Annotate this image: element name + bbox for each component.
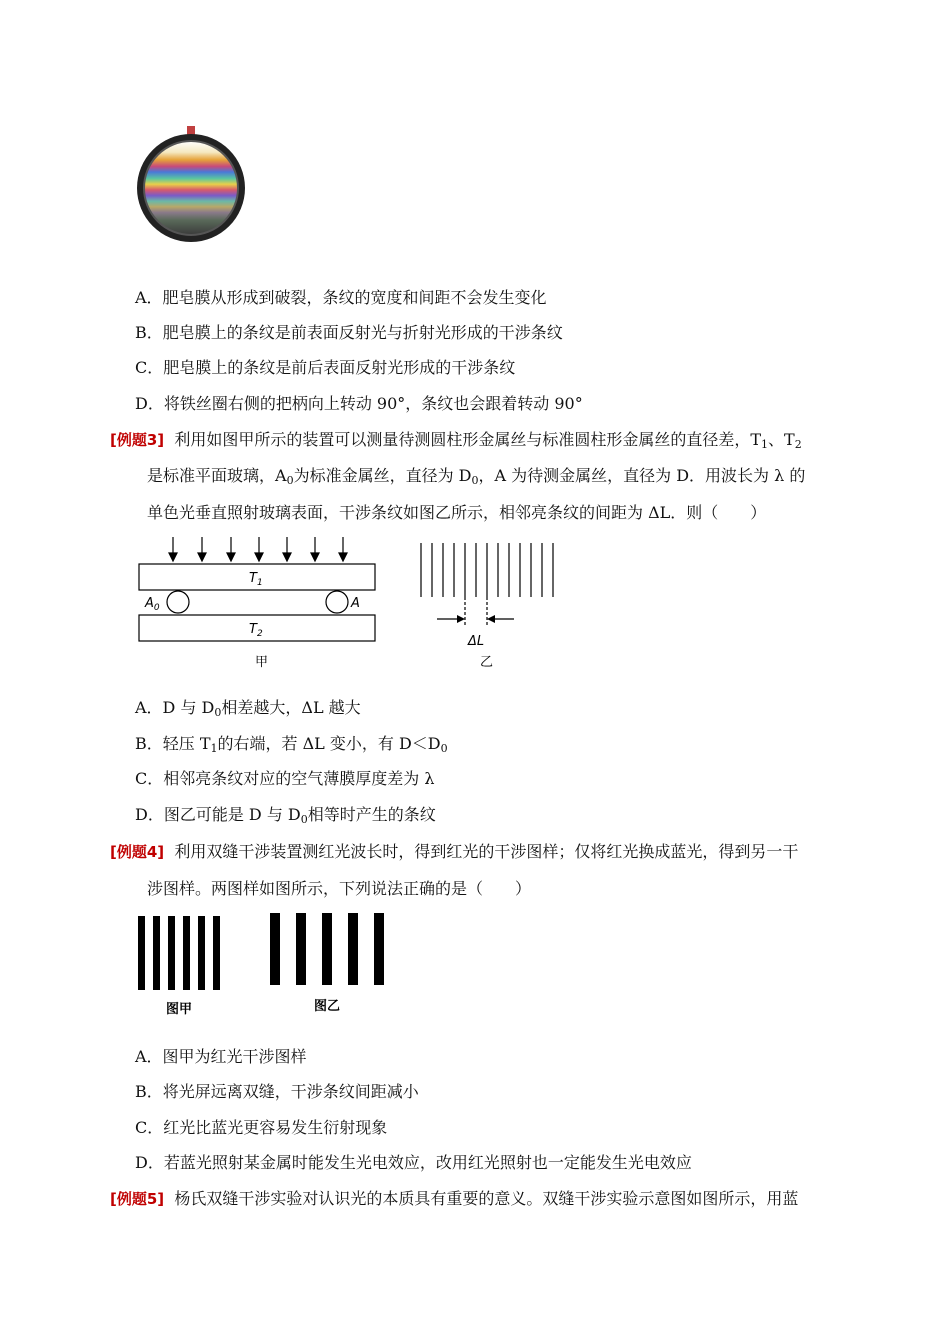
q4-stem-line1: [例题4] 利用双缝干涉装置测红光波长时，得到红光的干涉图样；仅将红光换成蓝光，得到另一干 bbox=[110, 842, 799, 861]
q3-figure-jia bbox=[135, 535, 385, 673]
q5-stem-line1: [例题5] 杨氏双缝干涉实验对认识光的本质具有重要的意义。双缝干涉实验示意图如图所示，用蓝 bbox=[110, 1189, 799, 1208]
q4-option-c: C．红光比蓝光更容易发生衍射现象 bbox=[135, 1118, 388, 1137]
q3-stem-line2: 是标准平面玻璃，$A_0$为标准金属丝，直径为 $D_0$，A 为待测金属丝，直径为 D．用波长为 λ 的 bbox=[147, 466, 806, 487]
wire-a bbox=[326, 591, 348, 613]
label-tujia: 图甲 bbox=[166, 1002, 193, 1017]
q4-figure bbox=[130, 910, 400, 1020]
q2-option-c: C．肥皂膜上的条纹是前后表面反射光形成的干涉条纹 bbox=[135, 358, 516, 377]
label-a: A bbox=[351, 596, 360, 611]
label-delta-l: ΔL bbox=[468, 634, 485, 649]
label-yi: 乙 bbox=[480, 655, 494, 670]
incident-arrows bbox=[169, 537, 347, 561]
q3-option-a: A．D 与 $D_0$相差越大，ΔL 越大 bbox=[135, 698, 361, 719]
q4-option-b: B．将光屏远离双缝，干涉条纹间距减小 bbox=[135, 1082, 419, 1101]
q2-option-b: B．肥皂膜上的条纹是前表面反射光与折射光形成的干涉条纹 bbox=[135, 323, 563, 342]
q4-option-d: D．若蓝光照射某金属时能发生光电效应，改用红光照射也一定能发生光电效应 bbox=[135, 1153, 692, 1172]
q3-tag: [例题3] bbox=[110, 431, 165, 449]
label-t2: $T_2$ bbox=[249, 622, 263, 639]
q2-option-d: D．将铁丝圈右侧的把柄向上转动 90°，条纹也会跟着转动 90° bbox=[135, 394, 583, 413]
q3-option-d: D．图乙可能是 D 与 $D_0$相等时产生的条纹 bbox=[135, 805, 436, 826]
soap-film-image bbox=[135, 126, 247, 244]
q3-stem-line1: [例题3] 利用如图甲所示的装置可以测量待测圆柱形金属丝与标准圆柱形金属丝的直径差，$T_1$、$T_2$ bbox=[110, 430, 802, 451]
q3-option-b: B．轻压 $T_1$的右端，若 ΔL 变小，有 $D<D_0$ bbox=[135, 734, 448, 755]
q4-tag: [例题4] bbox=[110, 843, 165, 861]
pattern-jia bbox=[138, 916, 220, 990]
pattern-yi bbox=[270, 913, 384, 985]
q2-option-a: A．肥皂膜从形成到破裂，条纹的宽度和间距不会发生变化 bbox=[135, 288, 547, 307]
q4-option-a: A．图甲为红光干涉图样 bbox=[135, 1047, 307, 1066]
label-a0: $A_0$ bbox=[145, 596, 160, 613]
q3-figure-yi bbox=[410, 535, 570, 673]
q5-tag: [例题5] bbox=[110, 1190, 165, 1208]
label-t1: $T_1$ bbox=[249, 571, 263, 588]
q3-stem-line3: 单色光垂直照射玻璃表面，干涉条纹如图乙所示，相邻亮条纹的间距为 ΔL．则（ ） bbox=[147, 503, 767, 522]
wire-a0 bbox=[167, 591, 189, 613]
label-jia: 甲 bbox=[255, 655, 269, 670]
q3-option-c: C．相邻亮条纹对应的空气薄膜厚度差为 λ bbox=[135, 769, 435, 788]
q4-stem-line2: 涉图样。两图样如图所示，下列说法正确的是（ ） bbox=[147, 879, 532, 898]
label-tuyi: 图乙 bbox=[314, 999, 341, 1014]
